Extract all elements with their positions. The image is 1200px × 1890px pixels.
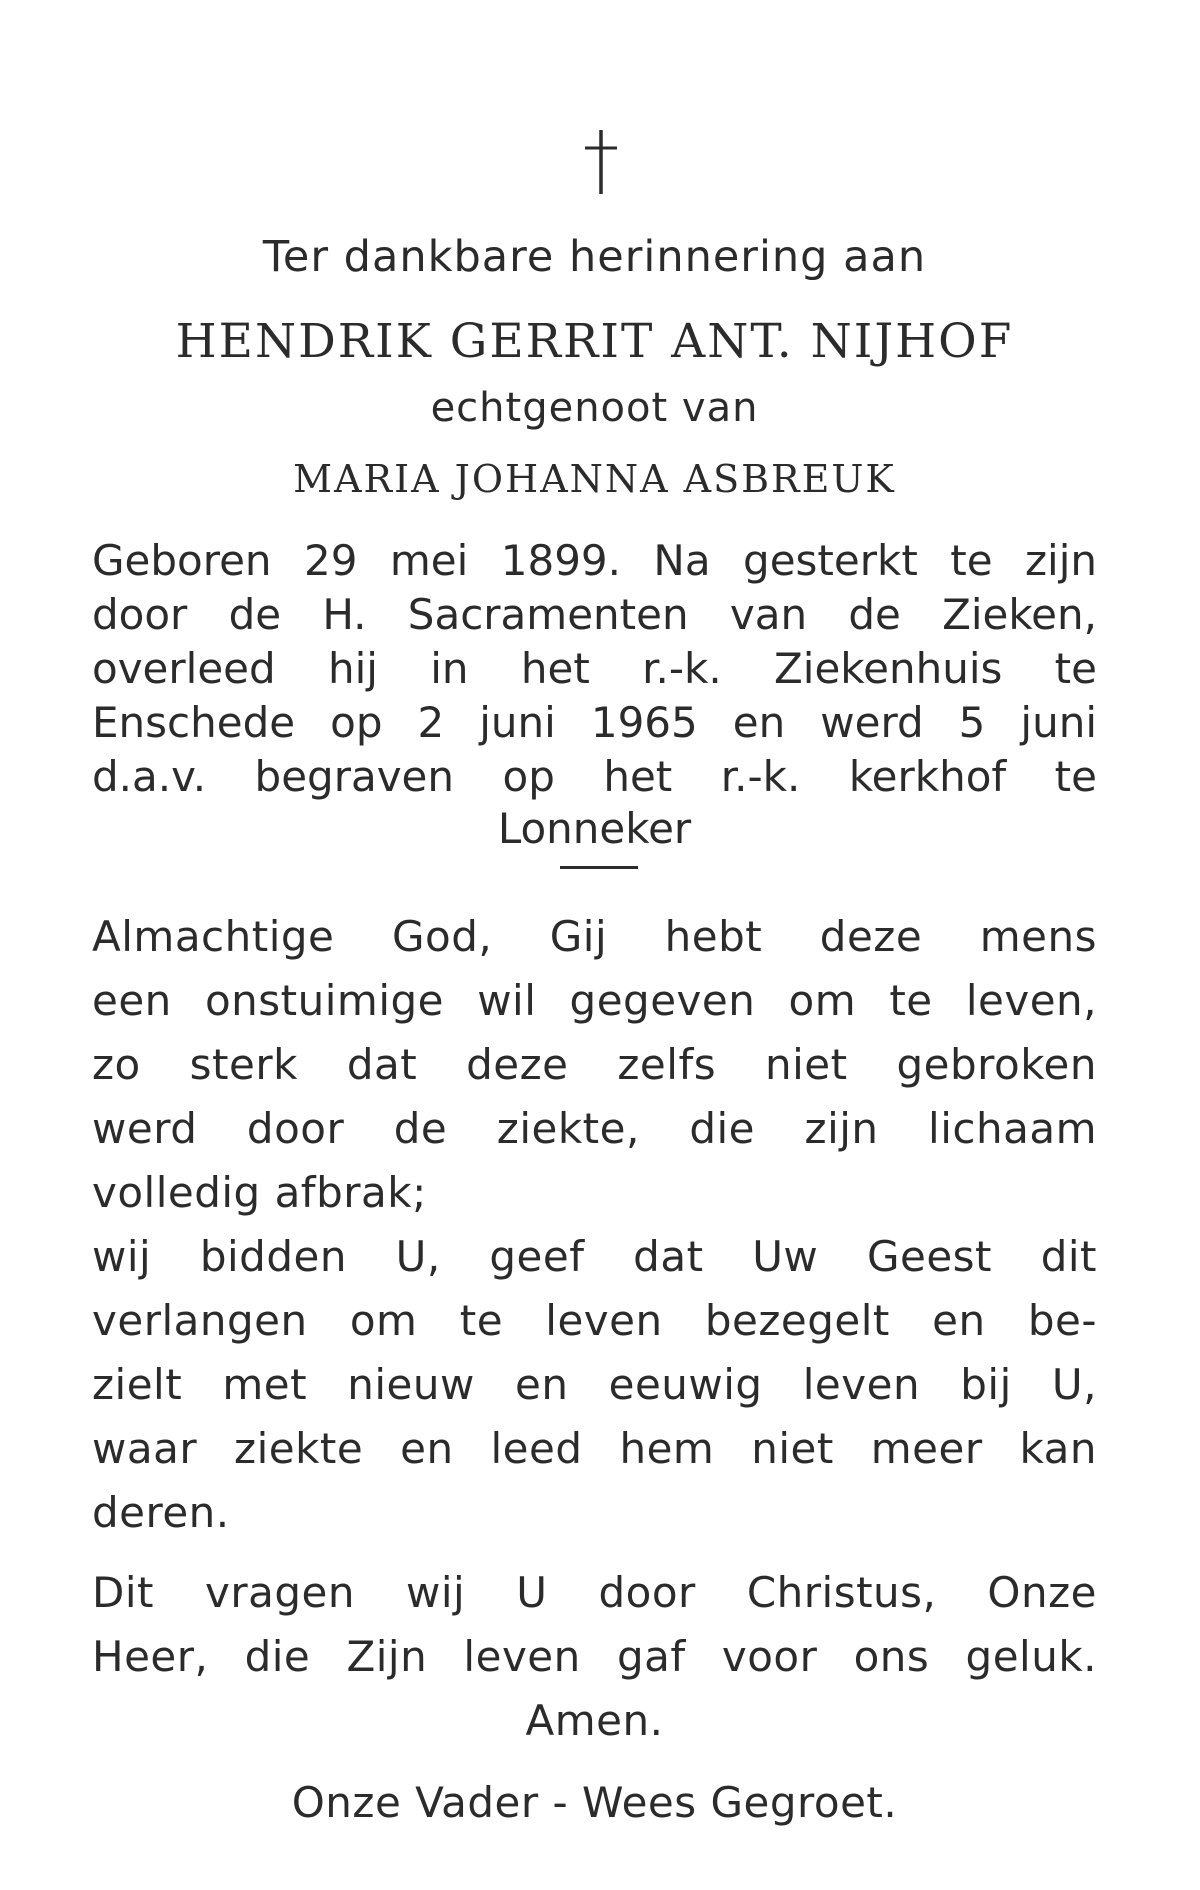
biography-line: Geboren 29 mei 1899. Na gesterkt te zijn bbox=[92, 536, 1097, 585]
deceased-name: HENDRIK GERRIT ANT. NIJHOF bbox=[175, 314, 1014, 369]
prayer-line: waar ziekte en leed hem niet meer kan bbox=[92, 1424, 1097, 1473]
cross-icon bbox=[583, 128, 619, 196]
biography-line: Lonneker bbox=[497, 804, 692, 853]
prayer-line: deren. bbox=[92, 1488, 230, 1537]
prayer-line: zo sterk dat deze zelfs niet gebroken bbox=[92, 1040, 1097, 1089]
prayer-line: verlangen om te leven bezegelt en be- bbox=[92, 1296, 1097, 1345]
biography-line: door de H. Sacramenten van de Zieken, bbox=[92, 590, 1097, 639]
closing-line: Heer, die Zijn leven gaf voor ons geluk. bbox=[92, 1632, 1097, 1681]
divider bbox=[560, 866, 638, 869]
prayer-line: volledig afbrak; bbox=[92, 1168, 427, 1217]
biography-line: d.a.v. begraven op het r.-k. kerkhof te bbox=[92, 752, 1097, 801]
prayer-line: zielt met nieuw en eeuwig leven bij U, bbox=[92, 1360, 1097, 1409]
prayer-line: een onstuimige wil gegeven om te leven, bbox=[92, 976, 1097, 1025]
prayer-line: werd door de ziekte, die zijn lichaam bbox=[92, 1104, 1097, 1153]
intro-text: Ter dankbare herinnering aan bbox=[262, 232, 927, 282]
closing-line: Dit vragen wij U door Christus, Onze bbox=[92, 1568, 1097, 1617]
prayer-line: Almachtige God, Gij hebt deze mens bbox=[92, 912, 1097, 961]
biography-line: Enschede op 2 juni 1965 en werd 5 juni bbox=[92, 698, 1097, 747]
amen-text: Amen. bbox=[525, 1696, 664, 1745]
biography-line: overleed hij in het r.-k. Ziekenhuis te bbox=[92, 644, 1097, 693]
relation-text: echtgenoot van bbox=[430, 385, 759, 431]
final-prayers: Onze Vader - Wees Gegroet. bbox=[291, 1778, 898, 1827]
spouse-name: MARIA JOHANNA ASBREUK bbox=[293, 457, 896, 501]
prayer-line: wij bidden U, geef dat Uw Geest dit bbox=[92, 1232, 1097, 1281]
